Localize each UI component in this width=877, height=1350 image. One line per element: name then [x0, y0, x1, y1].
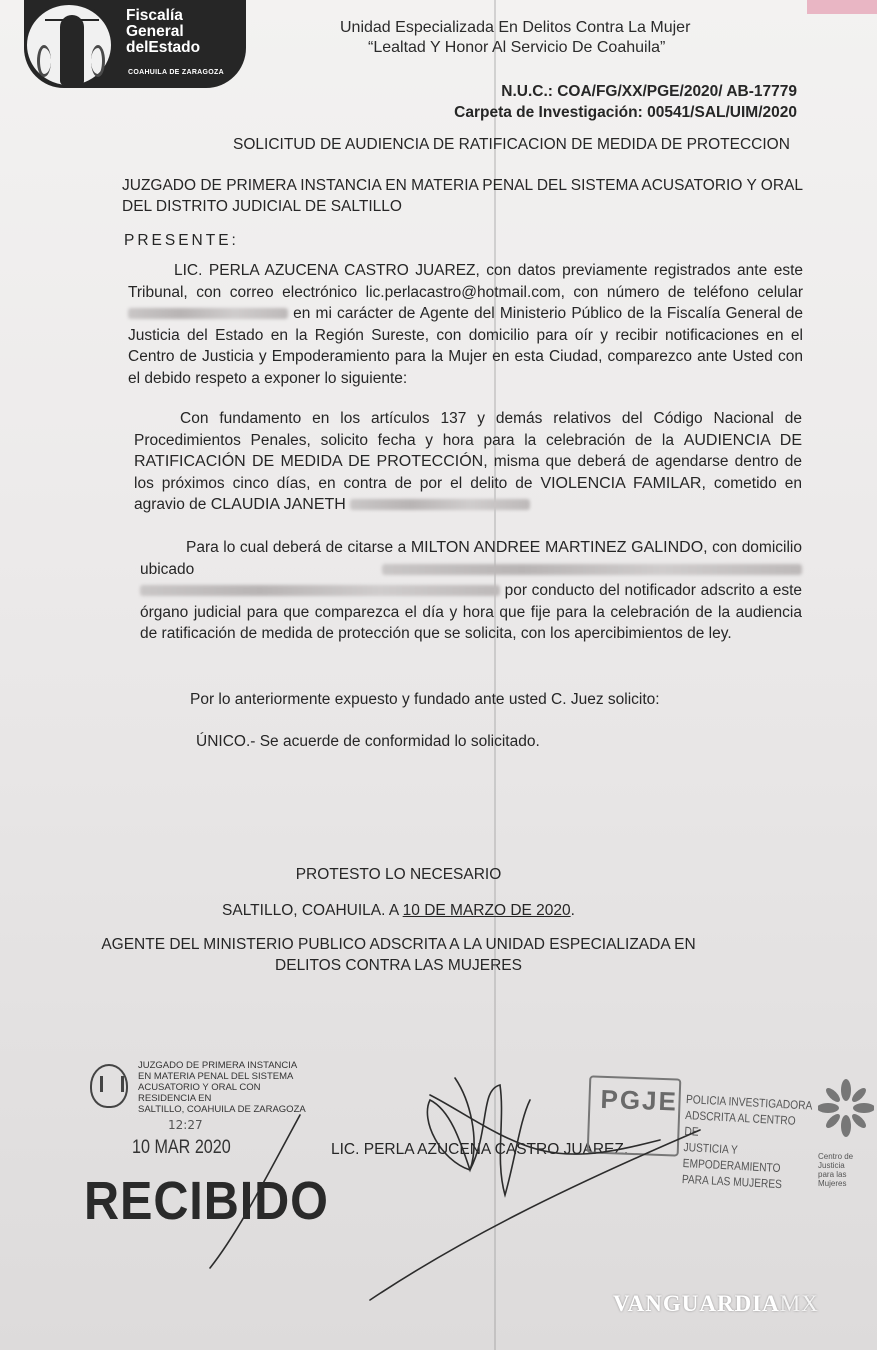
pgje-stamp-line: PARA LAS MUJERES	[681, 1171, 783, 1192]
offense-name: VIOLENCIA FAMILAR,	[540, 474, 706, 492]
header-unit	[340, 18, 720, 58]
redacted-victim-surname	[350, 499, 530, 510]
p3-text-1: Para lo cual deberá de citarse a	[186, 539, 411, 556]
protesto-line: PROTESTO LO NECESARIO	[295, 866, 502, 883]
accused-name: MILTON ANDREE MARTINEZ GALINDO,	[410, 539, 708, 556]
recibido-stamp: RECIBIDO	[84, 1171, 329, 1231]
pgje-stamp-text	[681, 1091, 813, 1194]
p1-text-2: , con número de teléfono celular	[560, 283, 803, 301]
fiscalia-logo	[24, 0, 246, 88]
juzgado-stamp-text	[138, 1060, 318, 1115]
received-time: 12:27	[168, 1118, 203, 1132]
logo-title	[126, 8, 200, 56]
unit-motto: “Lealtad Y Honor Al Servicio De Coahuila”	[368, 39, 666, 56]
centro-caption-line: para las Mujeres	[818, 1170, 847, 1188]
paragraph-introduction	[128, 260, 803, 389]
juzgado-stamp-line: ACUSATORIO Y ORAL CON RESIDENCIA EN	[138, 1082, 261, 1104]
p1-text-1: con datos previamente registrados ante este Tribunal, con correo electrónico	[128, 262, 803, 301]
agent-title	[0, 934, 837, 976]
paragraph-citation	[140, 537, 802, 645]
hearing-type: AUDIENCIA DE RATIFICACIÓN DE MEDIDA DE PROTECCIÓN,	[134, 431, 803, 470]
unit-name: Unidad Especializada En Delitos Contra La Mujer	[340, 19, 691, 36]
agent-title-line-1: AGENTE DEL MINISTERIO PUBLICO ADSCRITA A LA UNIDAD ESPECIALIZADA EN	[101, 936, 696, 953]
pgje-stamp-line: JUSTICIA Y EMPODERAMIENTO	[682, 1139, 781, 1176]
p1-text-3: en mi carácter de Agente del Ministerio Público de la Fiscalía General de Justicia del Estado en la Región Sureste, con domicilio para oír y recibir notificaciones en el Centro de Justicia y Empoderamiento para la Mujer en esta Ciudad, comparezco ante Usted con el debido respeto a exponer lo siguiente:	[128, 305, 803, 387]
paragraph-petition: Por lo anteriormente expuesto y fundado ante usted C. Juez solicito:	[190, 691, 660, 708]
signer-name: LIC. PERLA AZUCENA CASTRO JUAREZ.	[331, 1141, 629, 1158]
date: 10 DE MARZO DE 2020	[402, 902, 571, 919]
juzgado-stamp-line: SALTILLO, COAHUILA DE ZARAGOZA	[138, 1104, 306, 1115]
logo-line-1: Fiscalía	[126, 7, 183, 24]
justice-figure-icon	[24, 2, 114, 88]
agent-name: LIC. PERLA AZUCENA CASTRO JUAREZ,	[174, 262, 480, 279]
place-date	[0, 902, 837, 920]
court-emblem-icon	[90, 1064, 128, 1108]
agent-title-line-2: DELITOS CONTRA LAS MUJERES	[275, 957, 522, 974]
juzgado-received-stamp	[90, 1060, 320, 1140]
p2-text-1: Con fundamento en los artículos 137 y demás relativos del Código Nacional de Procedimientos Penales, solicito fecha y hora para la celebración de la	[134, 410, 802, 449]
pgje-stamp-line: POLICIA INVESTIGADORA	[685, 1092, 813, 1113]
redacted-address-1	[382, 564, 802, 575]
p2-text-2: misma que deberá de agendarse dentro de los próximos cinco días, en contra de por el delito de	[134, 453, 802, 492]
centro-flower-icon	[818, 1078, 874, 1138]
pgje-box	[587, 1075, 682, 1156]
p3-text-3: por conducto del notificador adscrito a este órgano judicial para que comparezca el día y hora que fije para la celebración de la audiencia de ratificación de medida de protección que se solicita, con los apercibimientos de ley.	[140, 582, 802, 642]
received-date: 10 MAR 2020	[132, 1137, 231, 1158]
background-edge	[807, 0, 877, 14]
addressee: JUZGADO DE PRIMERA INSTANCIA EN MATERIA PENAL DEL SISTEMA ACUSATORIO Y ORAL DEL DISTRITO JUDICIAL DE SALTILLO	[122, 177, 803, 215]
centro-caption	[818, 1152, 877, 1188]
agent-email: lic.perlacastro@hotmail.com	[365, 283, 561, 301]
p3-text-2: con domicilio ubicado	[140, 539, 802, 578]
logo-line-3: delEstado	[126, 39, 201, 56]
watermark-suffix: MX	[779, 1291, 819, 1316]
nuc-number: N.U.C.: COA/FG/XX/PGE/2020/ AB-17779	[501, 83, 797, 100]
watermark-brand: VANGUARDIA	[613, 1291, 780, 1316]
paragraph-request	[134, 408, 802, 516]
case-numbers	[454, 81, 797, 123]
logo-line-2: General	[126, 23, 184, 40]
place: SALTILLO, COAHUILA. A	[222, 902, 403, 919]
date-period: .	[570, 902, 575, 919]
presente-label: PRESENTE:	[124, 232, 239, 249]
p2-text-3: cometido en agravio de	[134, 474, 803, 513]
redacted-address-2	[140, 585, 500, 596]
paragraph-unico: ÚNICO.- Se acuerde de conformidad lo solicitado.	[196, 733, 540, 750]
centro-caption-line: Centro de Justicia	[818, 1152, 854, 1170]
redacted-phone	[128, 308, 288, 319]
vanguardia-watermark	[613, 1291, 819, 1317]
victim-name: CLAUDIA JANETH	[210, 496, 346, 513]
document-title: SOLICITUD DE AUDIENCIA DE RATIFICACION DE MEDIDA DE PROTECCION	[233, 136, 790, 153]
pgje-label: PGJE	[600, 1083, 679, 1117]
carpeta-number: Carpeta de Investigación: 00541/SAL/UIM/2020	[454, 104, 797, 121]
juzgado-stamp-line: JUZGADO DE PRIMERA INSTANCIA	[138, 1060, 298, 1071]
juzgado-stamp-line: EN MATERIA PENAL DEL SISTEMA	[138, 1071, 294, 1082]
pgje-stamp-line: ADSCRITA AL CENTRO DE	[684, 1108, 796, 1139]
logo-subtitle: COAHUILA DE ZARAGOZA	[128, 69, 224, 76]
